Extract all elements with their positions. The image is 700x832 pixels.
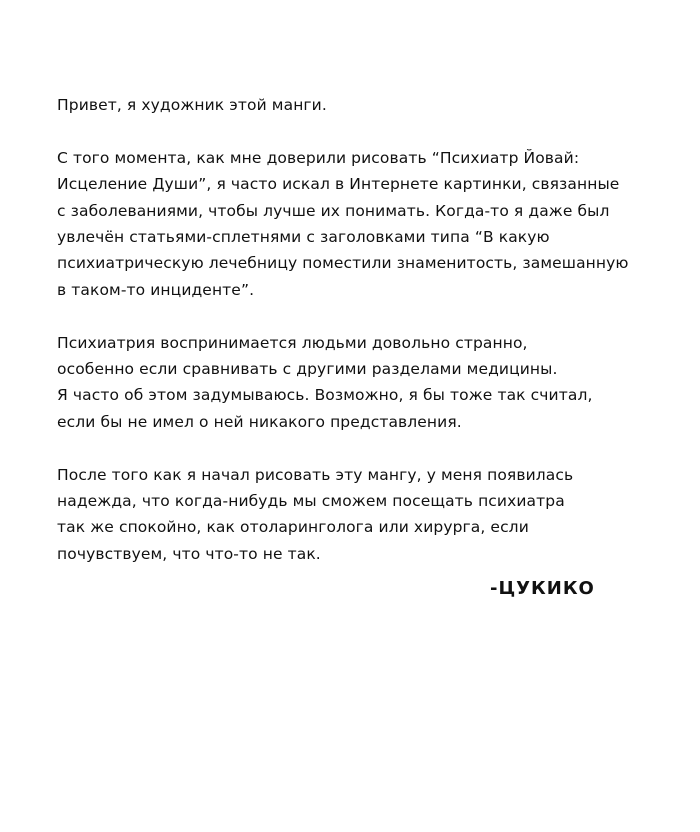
- paragraph-3: [57, 462, 657, 568]
- text-line: так же спокойно, как отоларинголога или хирурга, если: [57, 518, 529, 537]
- text-line: надежда, что когда-нибудь мы сможем посещать психиатра: [57, 492, 565, 511]
- text-line: особенно если сравнивать с другими разделами медицины.: [57, 360, 558, 379]
- text-line: если бы не имел о ней никакого представления.: [57, 412, 462, 431]
- afterword-text: [57, 92, 657, 594]
- text-line: Я часто об этом задумываюсь. Возможно, я бы тоже так считал,: [57, 386, 593, 405]
- paragraph-2: [57, 330, 657, 436]
- text-line: После того как я начал рисовать эту мангу, у меня появилась: [57, 465, 574, 484]
- text-line: увлечён статьями-сплетнями с заголовками типа “В какую: [57, 228, 550, 247]
- text-line: с заболеваниями, чтобы лучше их понимать. Когда-то я даже был: [57, 201, 610, 220]
- text-line: психиатрическую лечебницу поместили знаменитость, замешанную: [57, 254, 629, 273]
- text-line: С того момента, как мне доверили рисовать “Психиатр Йовай:: [57, 148, 580, 167]
- paragraph-1: [57, 145, 657, 303]
- text-line: почувствуем, что что-то не так.: [57, 544, 321, 563]
- greeting-paragraph: [57, 92, 657, 118]
- text-line: Исцеление Души”, я часто искал в Интернете картинки, связанные: [57, 175, 620, 194]
- greeting-line: Привет, я художник этой манги.: [57, 96, 327, 114]
- text-line: Психиатрия воспринимается людьми довольно странно,: [57, 333, 528, 352]
- text-line: в таком-то инциденте”.: [57, 280, 255, 299]
- author-signature: -ЦУКИКО: [490, 578, 595, 599]
